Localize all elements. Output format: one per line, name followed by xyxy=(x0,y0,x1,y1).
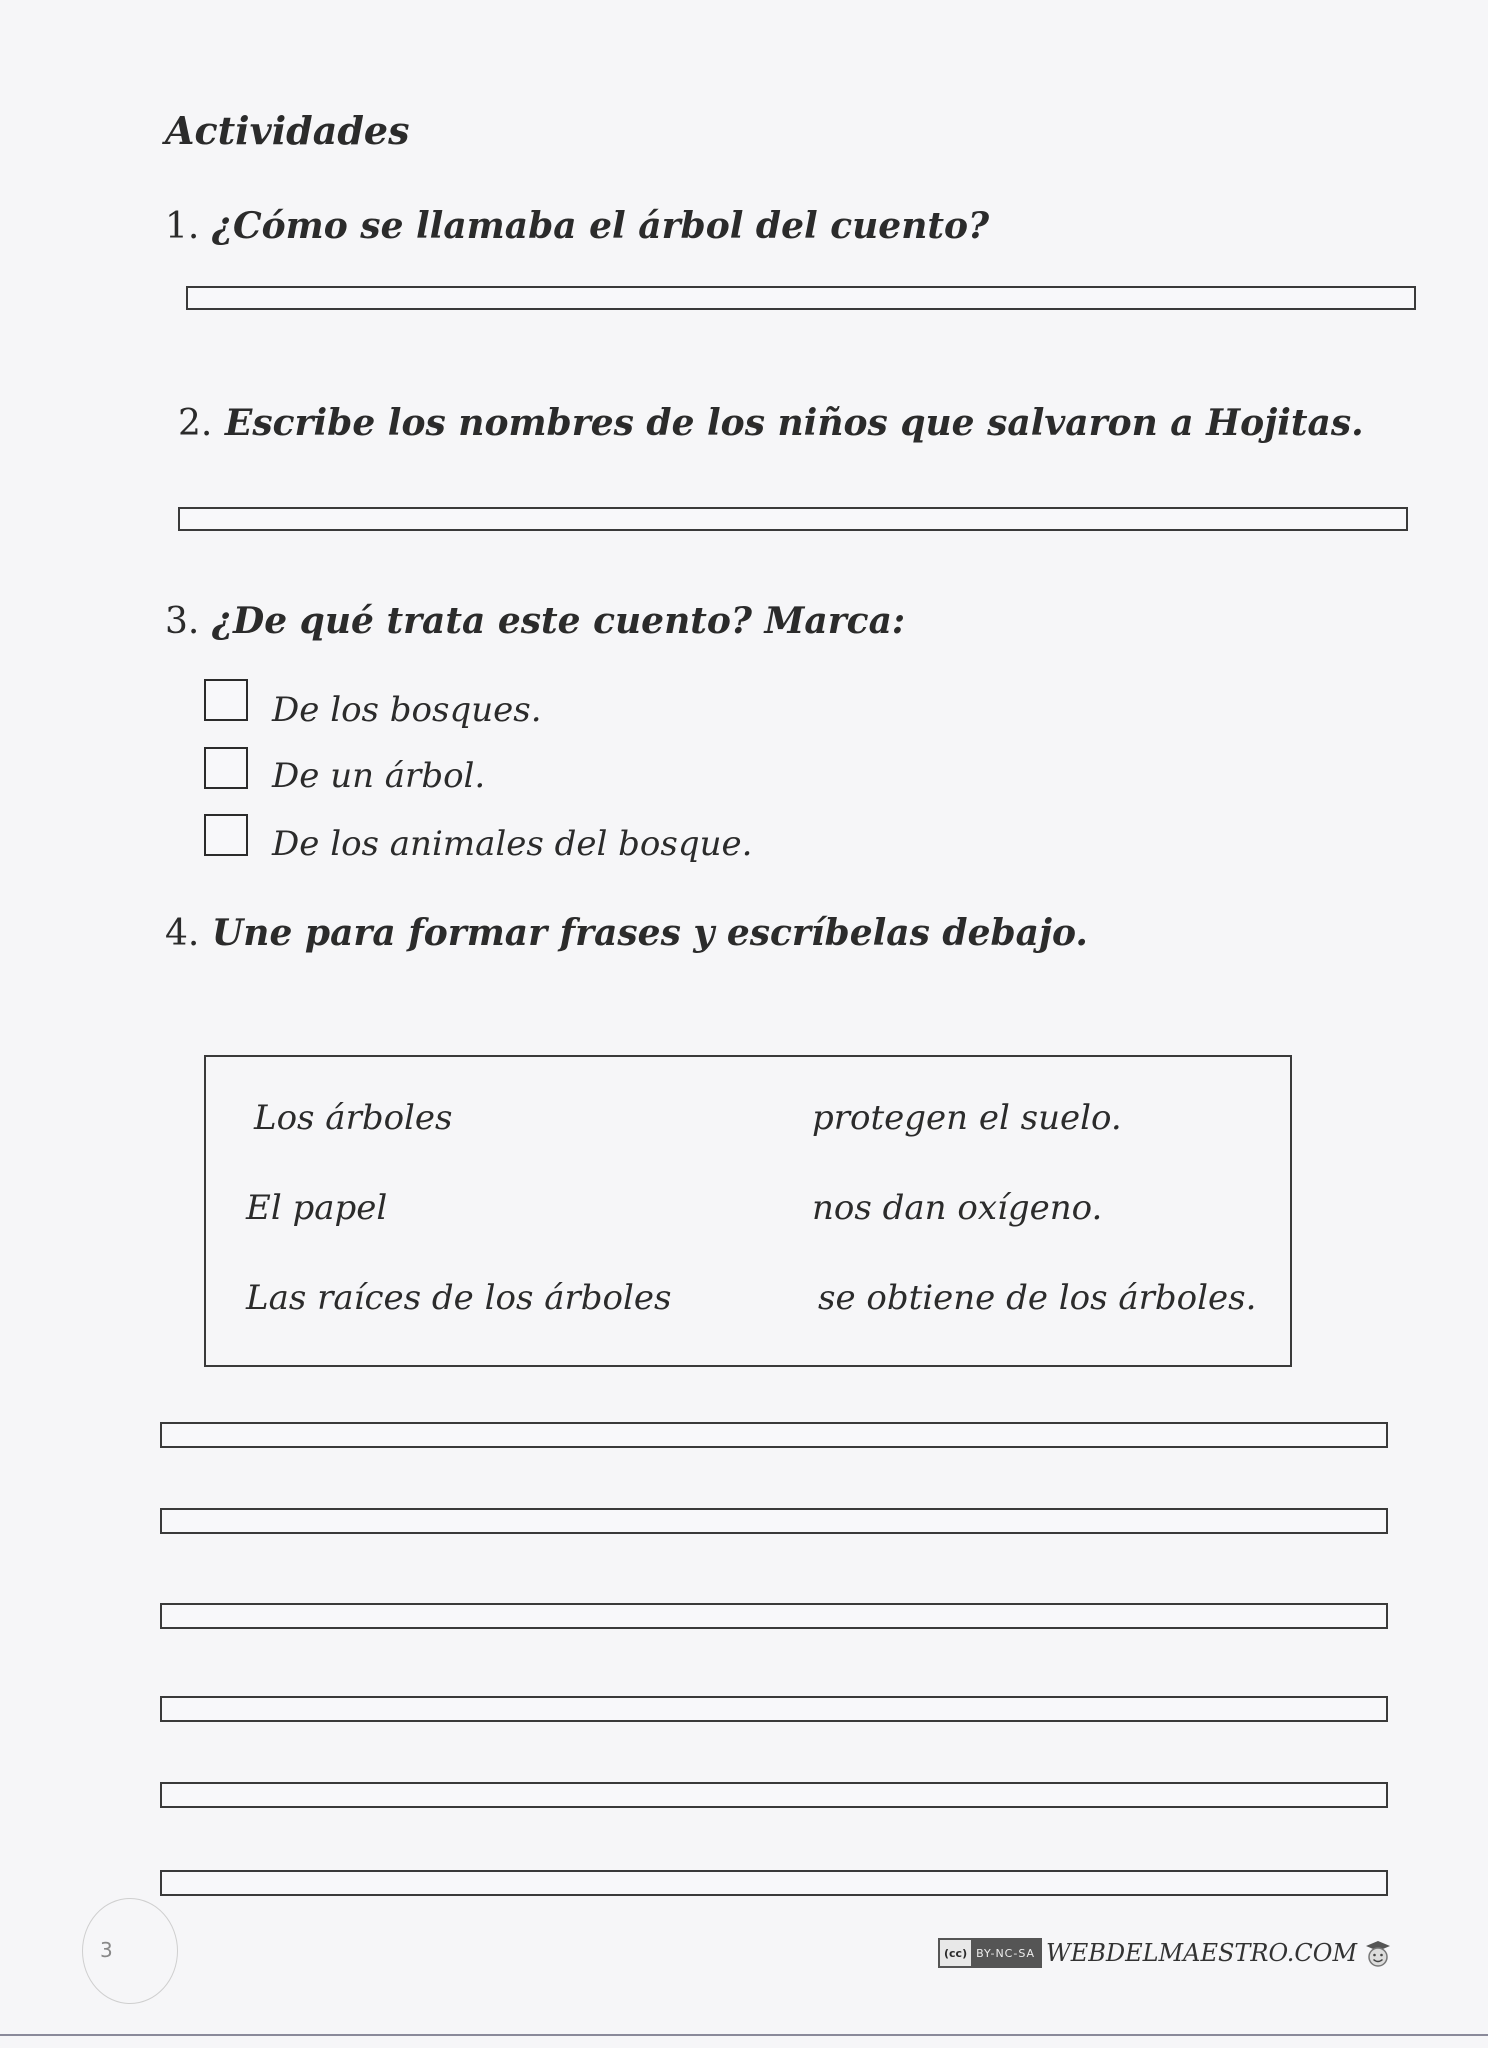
license-label: BY-NC-SA xyxy=(971,1940,1040,1966)
answer-line-1[interactable] xyxy=(186,286,1416,310)
question-2-text: Escribe los nombres de los niños que salvaron a Hojitas. xyxy=(224,402,1364,444)
writing-line-1[interactable] xyxy=(160,1422,1388,1448)
question-4 xyxy=(165,912,1088,954)
question-1-number: 1. xyxy=(165,206,200,247)
question-1-text: ¿Cómo se llamaba el árbol del cuento? xyxy=(211,205,990,247)
option-1-label: De los bosques. xyxy=(272,690,542,730)
question-3-text: ¿De qué trata este cuento? Marca: xyxy=(211,600,906,642)
writing-line-4[interactable] xyxy=(160,1696,1388,1722)
writing-line-3[interactable] xyxy=(160,1603,1388,1629)
site-name: WEBDELMAESTRO.COM xyxy=(1046,1939,1358,1967)
writing-line-2[interactable] xyxy=(160,1508,1388,1534)
match-right-1: protegen el suelo. xyxy=(812,1098,1122,1138)
bottom-edge-divider xyxy=(0,2034,1488,2036)
page-number-circle xyxy=(82,1898,178,2004)
match-left-2: El papel xyxy=(246,1188,388,1228)
page-number: 3 xyxy=(100,1938,113,1962)
writing-line-5[interactable] xyxy=(160,1782,1388,1808)
cc-icon: (cc) xyxy=(944,1946,968,1960)
question-2-number: 2. xyxy=(178,403,213,444)
question-1 xyxy=(165,205,989,247)
match-right-3: se obtiene de los árboles. xyxy=(818,1278,1257,1318)
question-3-number: 3. xyxy=(165,601,200,642)
answer-line-2[interactable] xyxy=(178,507,1408,531)
question-4-number: 4. xyxy=(165,913,200,954)
question-3 xyxy=(165,600,905,642)
match-left-1: Los árboles xyxy=(254,1098,453,1138)
checkbox-option-3[interactable] xyxy=(204,814,248,856)
match-right-2: nos dan oxígeno. xyxy=(812,1188,1103,1228)
cc-license-badge xyxy=(938,1938,1042,1968)
checkbox-option-1[interactable] xyxy=(204,679,248,721)
writing-line-6[interactable] xyxy=(160,1870,1388,1896)
match-left-3: Las raíces de los árboles xyxy=(246,1278,672,1318)
checkbox-option-2[interactable] xyxy=(204,747,248,789)
question-4-text: Une para formar frases y escríbelas debajo. xyxy=(211,912,1088,954)
page-title: Actividades xyxy=(165,108,410,153)
question-2 xyxy=(178,402,1364,444)
graduate-smiley-icon xyxy=(1363,1938,1393,1968)
option-2-label: De un árbol. xyxy=(272,756,486,796)
footer-license xyxy=(938,1938,1393,1968)
option-3-label: De los animales del bosque. xyxy=(272,824,753,864)
